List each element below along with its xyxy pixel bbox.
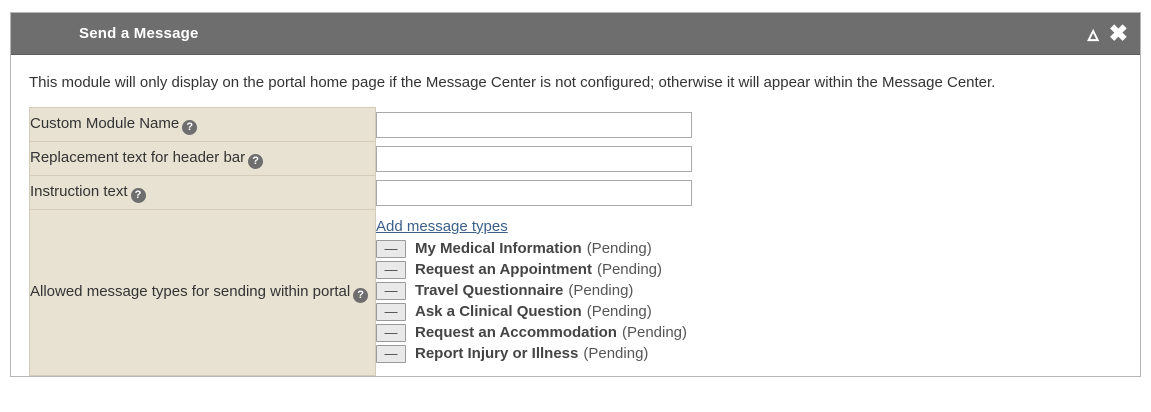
table-row xyxy=(30,210,695,376)
message-type-status: (Pending) xyxy=(596,261,662,279)
chevron-up-icon[interactable]: ▵ xyxy=(1087,20,1099,46)
remove-message-type-button[interactable]: — xyxy=(376,240,406,258)
message-type-name: Report Injury or Illness xyxy=(415,345,579,363)
panel-header[interactable] xyxy=(11,13,1140,55)
remove-message-type-button[interactable]: — xyxy=(376,345,406,363)
list-item xyxy=(376,324,695,342)
help-icon[interactable]: ? xyxy=(182,120,197,135)
message-type-status: (Pending) xyxy=(621,324,688,342)
message-types-list xyxy=(376,240,695,363)
table-row xyxy=(30,108,695,142)
message-type-name: Request an Accommodation xyxy=(415,324,617,342)
help-icon[interactable]: ? xyxy=(353,288,368,303)
settings-table xyxy=(29,107,695,376)
label-text: Instruction text xyxy=(30,182,128,200)
table-row xyxy=(30,142,695,176)
message-type-status: (Pending) xyxy=(586,303,652,321)
remove-message-type-button[interactable]: — xyxy=(376,261,406,279)
message-type-status: (Pending) xyxy=(583,345,649,363)
list-item xyxy=(376,240,695,258)
label-text: Custom Module Name xyxy=(30,114,180,132)
label-text: Replacement text for header bar xyxy=(30,148,246,166)
field-cell xyxy=(376,176,695,210)
message-type-status: (Pending) xyxy=(586,240,652,258)
panel-body xyxy=(11,55,1140,376)
table-row xyxy=(30,176,695,210)
remove-message-type-button[interactable]: — xyxy=(376,324,406,342)
remove-message-type-button[interactable]: — xyxy=(376,282,406,300)
add-message-types-link[interactable]: Add message types xyxy=(376,217,508,235)
panel-title: Send a Message xyxy=(79,25,199,42)
message-type-name: Travel Questionnaire xyxy=(415,282,564,300)
help-icon[interactable]: ? xyxy=(131,188,146,203)
instruction-text-input[interactable] xyxy=(376,180,692,206)
list-item xyxy=(376,282,695,300)
module-description: This module will only display on the portal home page if the Message Center is not configured; otherwise it will appear within the Message Center. xyxy=(29,74,996,91)
message-type-status: (Pending) xyxy=(568,282,634,300)
message-type-name: Ask a Clinical Question xyxy=(415,303,582,321)
help-icon[interactable]: ? xyxy=(248,154,263,169)
field-cell xyxy=(376,142,695,176)
label-replacement-header-text xyxy=(30,142,376,176)
list-item xyxy=(376,345,695,363)
message-type-name: My Medical Information xyxy=(415,240,582,258)
replacement-header-text-input[interactable] xyxy=(376,146,692,172)
label-allowed-message-types xyxy=(30,210,376,376)
drag-handle[interactable] xyxy=(11,13,79,54)
label-instruction-text xyxy=(30,176,376,210)
close-icon[interactable]: ✖ xyxy=(1108,20,1128,46)
list-item xyxy=(376,303,695,321)
remove-message-type-button[interactable]: — xyxy=(376,303,406,321)
label-text: Allowed message types for sending within portal xyxy=(30,283,351,301)
send-a-message-panel xyxy=(10,12,1141,377)
message-types-cell xyxy=(376,210,695,376)
message-type-name: Request an Appointment xyxy=(415,261,592,279)
list-item xyxy=(376,261,695,279)
field-cell xyxy=(376,108,695,142)
label-custom-module-name xyxy=(30,108,376,142)
custom-module-name-input[interactable] xyxy=(376,112,692,138)
header-actions xyxy=(1088,13,1128,54)
